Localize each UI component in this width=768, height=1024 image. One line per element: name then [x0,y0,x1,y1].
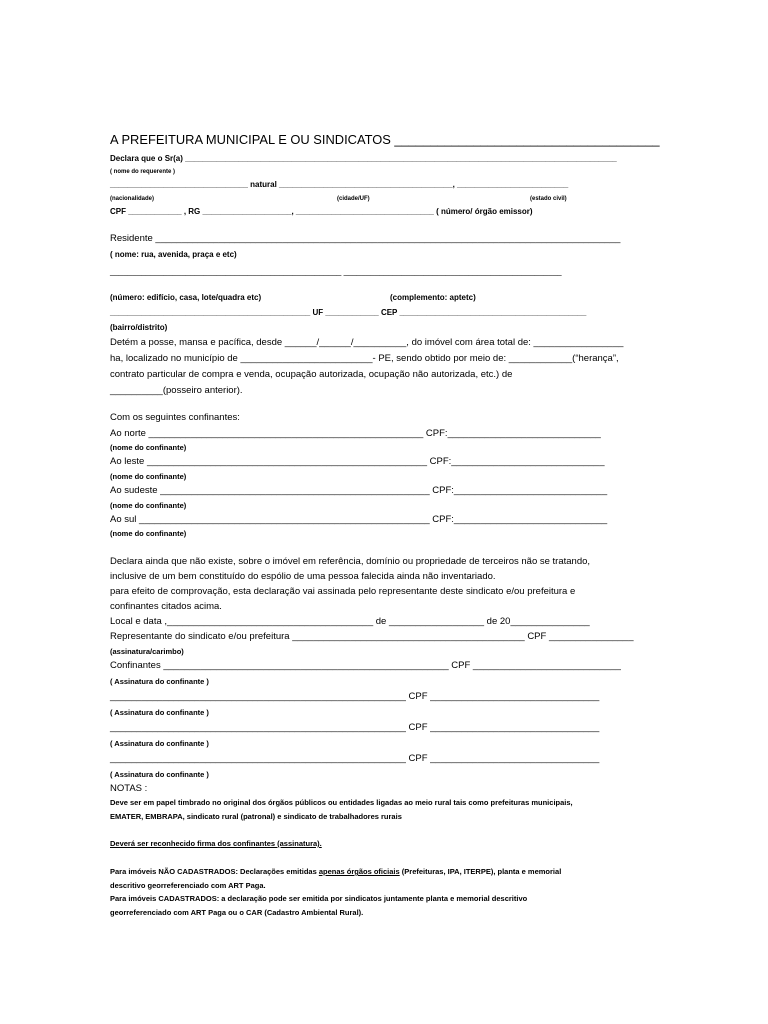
posse-line-1: Detém a posse, mansa e pacífica, desde ______/______/__________, do imóvel com área total de: _________________ [110,337,624,348]
residente-line: Residente ________________________________________________________________________________________ [110,233,621,244]
local-data-line: Local e data ,_______________________________________ de __________________ de 20_______________ [110,616,590,627]
cpf-rg-line: CPF ____________ , RG ____________________, _______________________________ ( número/ órgão emissor) [110,207,533,216]
assinatura-confinante-label-4: ( Assinatura do confinante ) [110,770,209,779]
confinantes-title: Com os seguintes confinantes: [110,412,240,423]
nacionalidade-label: (nacionalidade) [110,196,155,202]
cidade-uf-label: (cidade/UF) [337,196,370,202]
confinante-sul-label: (nome do confinante) [110,529,187,538]
posse-line-3: contrato particular de compra e venda, ocupação autorizada, ocupação não autorizada, etc.) de [110,369,513,380]
reconhecido-note: Deverá ser reconhecido firma dos confinantes (assinatura). [110,839,322,848]
declara-ainda-3: para efeito de comprovação, esta declaração vai assinada pelo representante deste sindicato e/ou prefeitura e [110,586,576,597]
confinante-sul-line: Ao sul _______________________________________________________ CPF:_____________________________ [110,514,608,525]
nota-1-line-2: EMATER, EMBRAPA, sindicato rural (patronal) e sindicato de trabalhadores rurais [110,812,402,821]
bairro-label: (bairro/distrito) [110,323,168,332]
posse-line-4: __________(posseiro anterior). [110,385,243,396]
confinante-norte-line: Ao norte ____________________________________________________ CPF:_____________________________ [110,428,601,439]
estado-civil-label: (estado civil) [530,196,567,202]
declara-ainda-2: inclusive de um bem constituído do espólio de uma pessoa falecida ainda não inventariado. [110,571,496,582]
declara-line: Declara que o Sr(a) _________________________________________________________________________________________________ [110,154,617,163]
assinatura-confinante-label-3: ( Assinatura do confinante ) [110,739,209,748]
nacionalidade-line: _______________________________ natural _______________________________________, _________________________ [110,180,569,189]
complemento-label: (complemento: aptetc) [390,293,476,302]
confinantes-signature-line: Confinantes ______________________________________________________ CPF ____________________________ [110,660,621,671]
representante-line: Representante do sindicato e/ou prefeitura ____________________________________________ CPF ________________ [110,631,634,642]
cadastrados-line-1: Para imóveis CADASTRADOS: a declaração pode ser emitida por sindicatos juntamente planta e memorial descritivo [110,894,528,903]
signature-line-2: ________________________________________________________ CPF ________________________________ [110,722,600,733]
confinante-norte-label: (nome do confinante) [110,443,187,452]
confinante-leste-label: (nome do confinante) [110,472,187,481]
nao-cadastrados-line-2: descritivo georreferenciado com ART Paga. [110,881,266,890]
nao-cadastrados-underlined: apenas órgãos oficiais [318,867,400,876]
rua-line: ____________________________________________________ _________________________________________________ [110,267,562,276]
form-title: A PREFEITURA MUNICIPAL E OU SINDICATOS _____________________________________ [110,132,660,147]
notas-heading: NOTAS : [110,783,148,794]
nome-rua-label: ( nome: rua, avenida, praça e etc) [110,250,237,259]
confinante-sudeste-line: Ao sudeste ___________________________________________________ CPF:_____________________________ [110,485,608,496]
nota-1-line-1: Deve ser em papel timbrado no original dos órgãos públicos ou entidades ligadas ao meio rural tais como prefeituras municipais, [110,798,573,807]
cadastrados-line-2: georreferenciado com ART Paga ou o CAR (Cadastro Ambiental Rural). [110,908,364,917]
signature-line-3: ________________________________________________________ CPF ________________________________ [110,753,600,764]
assinatura-confinante-label-2: ( Assinatura do confinante ) [110,708,209,717]
confinante-leste-line: Ao leste _____________________________________________________ CPF:_____________________________ [110,456,605,467]
nome-requerente-label: ( nome do requerente ) [110,169,176,175]
posse-line-2: ha, localizado no município de _________________________- PE, sendo obtido por meio de: ____________(“herança”, [110,353,619,364]
assinatura-carimbo-label: (assinatura/carimbo) [110,647,184,656]
nao-cadastrados-post: (Prefeituras, IPA, ITERPE), planta e memorial [399,867,562,876]
declara-ainda-4: confinantes citados acima. [110,601,222,612]
nao-cadastrados-pre: Para imóveis NÃO CADASTRADOS: Declarações emitidas [110,867,319,876]
numero-label: (número: edifício, casa, lote/quadra etc) [110,293,262,302]
signature-line-1: ________________________________________________________ CPF ________________________________ [110,691,600,702]
nao-cadastrados-line-1 [110,868,561,876]
confinante-sudeste-label: (nome do confinante) [110,501,187,510]
uf-cep-line: _____________________________________________ UF ____________ CEP __________________________________________ [110,308,587,317]
declara-ainda-1: Declara ainda que não existe, sobre o imóvel em referência, domínio ou propriedade de terceiros não se tratando, [110,556,591,567]
assinatura-confinante-label-1: ( Assinatura do confinante ) [110,677,209,686]
